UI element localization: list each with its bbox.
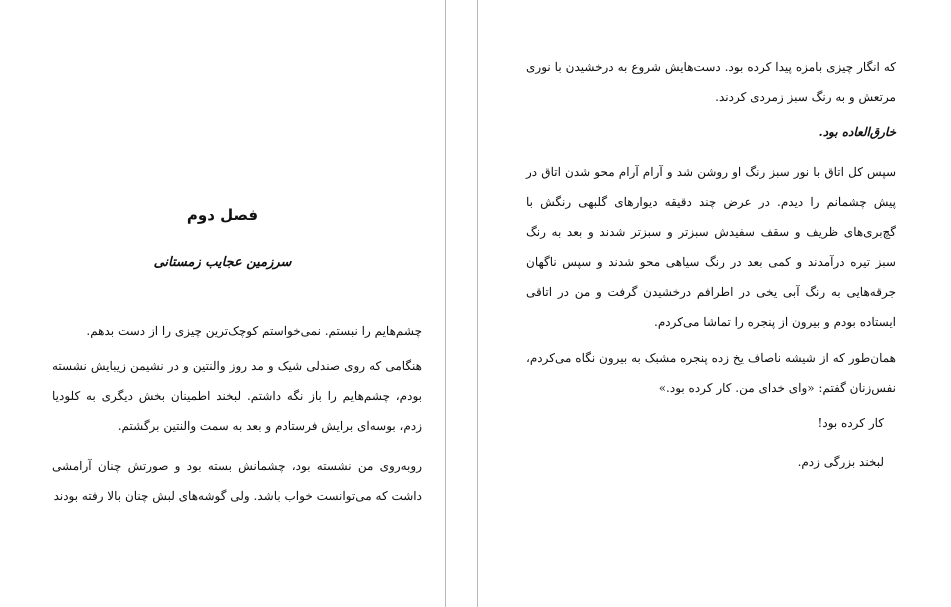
right-paragraph: سپس کل اتاق با نور سبز رنگ او روشن شد و آرام آرام محو شدن اتاق در پیش چشمانم را دیدم. در عرض چند دقیقه دیوارهای گلبهی رنگش با گچ‌بری‌های ظریف و سقف سفیدش سبزتر و سبزتر شدند و بعد به رنگ سبز تیره درآمدند و کمی بعد در رنگ سیاهی محو شدند و سپس ناگهان جرقه‌هایی به رنگ آبی یخی در اطرافم درخشیدن گرفت و من در اتاقی ایستاده بودم و بیرون از پنجره را تماشا می‌کردم. bbox=[526, 165, 896, 329]
right-paragraph: همان‌طور که از شیشه ناصاف یخ زده پنجره مشبک به بیرون نگاه می‌کردم، نفس‌زنان گفتم: «وای خدای من. کار کرده بود.» bbox=[526, 351, 896, 395]
right-paragraph-2-block bbox=[526, 117, 896, 147]
left-paragraph: روبه‌روی من نشسته بود، چشمانش بسته بود و صورتش چنان آرامشی داشت که می‌توانست خواب باشد. ولی گوشه‌های لبش چنان بالا رفته بودند bbox=[52, 459, 422, 503]
left-paragraph-2-block bbox=[52, 351, 422, 441]
right-paragraph-6-block bbox=[526, 447, 896, 477]
right-emphasis-line: خارق‌العاده بود. bbox=[818, 125, 896, 139]
right-page bbox=[478, 0, 951, 607]
left-page-edge bbox=[445, 0, 446, 607]
page-gutter bbox=[445, 0, 478, 607]
left-paragraph-1-block bbox=[52, 316, 422, 346]
left-page bbox=[0, 0, 445, 607]
right-paragraph-3-block bbox=[526, 157, 896, 337]
right-paragraph-4-block bbox=[526, 343, 896, 403]
right-paragraph: کار کرده بود! bbox=[817, 416, 884, 430]
left-paragraph: چشم‌هایم را نبستم. نمی‌خواستم کوچک‌ترین چیزی را از دست بدهم. bbox=[86, 324, 422, 338]
chapter-subtitle: سرزمین عجایب زمستانی bbox=[153, 255, 292, 270]
left-paragraph: هنگامی که روی صندلی شیک و مد روز والنتین و در نشیمن زیبایش نشسته بودم، چشم‌هایم را باز نگه داشتم. لبخند اطمینان بخش دیگری به کلودیا زدم، بوسه‌ای برایش فرستادم و بعد به سمت والنتین برگشتم. bbox=[52, 359, 422, 433]
right-paragraph: که انگار چیزی بامزه پیدا کرده بود. دست‌هایش شروع به درخشیدن با نوری مرتعش و به رنگ سبز زمردی کردند. bbox=[526, 60, 896, 104]
chapter-title: فصل دوم bbox=[186, 206, 259, 224]
right-paragraph-1-block bbox=[526, 52, 896, 112]
right-paragraph-5-block bbox=[526, 408, 896, 438]
left-paragraph-3-block bbox=[52, 451, 422, 511]
right-paragraph: لبخند بزرگی زدم. bbox=[797, 455, 884, 469]
